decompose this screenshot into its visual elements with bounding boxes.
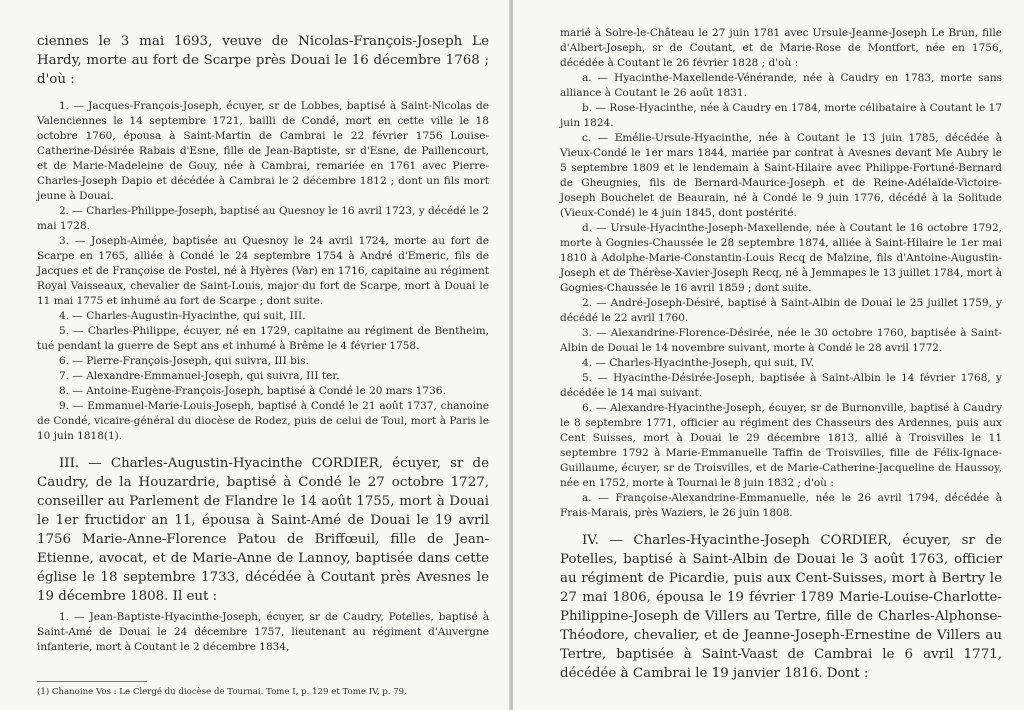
- list-item: 2. — Charles-Philippe-Joseph, baptisé au Quesnoy le 16 avril 1723, y décédé le 2 mai 1728.: [37, 205, 489, 232]
- section-iii-paragraph: III. — Charles-Augustin-Hyacinthe CORDIER, écuyer, sr de Caudry, de la Houzardrie, baptisé à Condé le 27 octobre 1727, conseiller au Parlement de Flandre le 14 août 1755, mort à Douai le 1er fructidor an 11, épousa à Saint-Amé de Douai le 19 avril 1756 Marie-Anne-Florence Patou de Briffœuil, fille de Jean-Etienne, avocat, et de Marie-Anne de Lannoy, baptisée dans cette église le 18 septembre 1733, décédée à Coutant près Avesnes le 19 décembre 1808. Il eut :: [37, 456, 489, 604]
- right-page: [513, 0, 1024, 710]
- list-item: 5. — Hyacinthe-Désirée-Joseph, baptisée à Saint-Albin le 14 février 1768, y décédée le 14 mai suivant.: [560, 372, 1002, 399]
- list-item: 2. — André-Joseph-Désiré, baptisé à Saint-Albin de Douai le 25 juillet 1759, y décédé le 22 avril 1760.: [560, 297, 1002, 324]
- left-page: [0, 0, 511, 710]
- list-item: 4. — Charles-Hyacinthe-Joseph, qui suit, IV.: [582, 357, 814, 369]
- list-item: c. — Emélie-Ursule-Hyacinthe, née à Coutant le 13 juin 1785, décédée à Vieux-Condé le 1er mars 1844, mariée par contrat à Avesnes devant Me Aubry le 5 septembre 1809 et le lendemain à Saint-Hilaire avec Philippe-Fortuné-Bernard de Gheugnies, fils de Bernard-Maurice-Joseph et de Reine-Adélaïde-Victoire-Joseph Bouchelet de Beaurain, né à Condé le 9 juin 1776, décédé à la Solitude (Vieux-Condé) le 4 juin 1845, dont postérité.: [560, 132, 1002, 219]
- list-item: a. — Françoise-Alexandrine-Emmanuelle, née le 26 avril 1794, décédée à Frais-Marais, près Waziers, le 26 juin 1808.: [560, 492, 1002, 519]
- list-item: b. — Rose-Hyacinthe, née à Caudry en 1784, morte célibataire à Coutant le 17 juin 1824.: [560, 102, 1002, 129]
- sub-items-list: [560, 71, 1002, 296]
- footnote: (1) Chanoine Vos : Le Clergé du diocèse de Tournai. Tome I, p. 129 et Tome IV, p. 79.: [37, 687, 407, 697]
- footnote-divider: [37, 681, 147, 682]
- list-item: 6. — Alexandre-Hyacinthe-Joseph, écuyer, sr de Burnonville, baptisé à Caudry le 8 septembre 1771, officier au régiment des Chasseurs des Ardennes, puis aux Cent Suisses, mort à Douai le 29 décembre 1813, allié à Troisvilles le 11 septembre 1792 à Marie-Emmanuelle Taffin de Troisvilles, fille de Félix-Ignace-Guillaume, écuyer, sr de Troisvilles, et de Marie-Catherine-Jacqueline de Haussoy, née en 1752, morte à Tournai le 8 juin 1832 ; d'où :: [560, 402, 1002, 489]
- list-item: 6. — Pierre-François-Joseph, qui suivra, III bis.: [59, 355, 309, 367]
- list-item: 9. — Emmanuel-Marie-Louis-Joseph, baptisé à Condé le 21 août 1737, chanoine de Condé, vicaire-général du diocèse de Rodez, puis de celui de Toul, mort à Paris le 10 juin 1818(1).: [37, 400, 489, 442]
- right-continuation-paragraph: marié à Solre-le-Château le 27 juin 1781 avec Ursule-Jeanne-Joseph Le Brun, fille d'Albert-Joseph, sr de Coutant, et de Marie-Rose de Montfort, née en 1756, décédée à Coutant le 26 février 1828 ; d'où :: [560, 27, 1002, 69]
- children-list: [37, 99, 489, 444]
- list-item: 4. — Charles-Augustin-Hyacinthe, qui suit, III.: [59, 310, 306, 322]
- list-item: 5. — Charles-Philippe, écuyer, né en 1729, capitaine au régiment de Bentheim, tué pendant la guerre de Sept ans et inhumé à Brême le 4 février 1758.: [37, 325, 489, 352]
- list-item: 3. — Alexandrine-Florence-Désirée, née le 30 octobre 1760, baptisée à Saint-Albin de Douai le 14 novembre suivant, morte à Condé le 28 avril 1772.: [560, 327, 1002, 354]
- list-item: a. — Hyacinthe-Maxellende-Vénérande, née à Caudry en 1783, morte sans alliance à Coutant le 26 août 1831.: [560, 72, 1002, 99]
- list-item: 1. — Jacques-François-Joseph, écuyer, sr de Lobbes, baptisé à Saint-Nicolas de Valenciennes le 14 septembre 1721, bailli de Condé, mort en cette ville le 18 octobre 1760, épousa à Saint-Martin de Cambrai le 22 février 1756 Louise-Catherine-Désirée Rabais d'Esne, fille de Jean-Baptiste, sr d'Esne, de Paillencourt, et de Marie-Madeleine de Gouy, née à Cambrai, remariée en 1761 avec Pierre-Charles-Joseph Dapio et décédée à Cambrai le 2 décembre 1812 ; dont un fils mort jeune à Douai.: [37, 100, 489, 202]
- list-item: d. — Ursule-Hyacinthe-Joseph-Maxellende, née à Coutant le 16 octobre 1792, morte à Gognies-Chaussée le 28 septembre 1874, alliée à Saint-Hilaire le 1er mai 1810 à Adolphe-Marie-Constantin-Louis Recq de Malzine, fils d'Antoine-Augustin-Joseph et de Thérèse-Xavier-Joseph Recq, né à Jemmapes le 13 juillet 1784, mort à Gognies-Chaussée le 16 avril 1859 ; dont suite.: [560, 222, 1002, 294]
- section-iii-child-1: 1. — Jean-Baptiste-Hyacinthe-Joseph, écuyer, sr de Caudry, Potelles, baptisé à Saint-Amé de Douai le 24 décembre 1757, lieutenant au régiment d'Auvergne infanterie, mort à Coutant le 2 décembre 1834,: [37, 611, 489, 653]
- list-item: 3. — Joseph-Aimée, baptisée au Quesnoy le 24 avril 1724, morte au fort de Scarpe en 1765, alliée à Condé le 24 septembre 1754 à André d'Emeric, fils de Jacques et de Françoise de Postel, né à Hyères (Var) en 1716, capitaine au régiment Royal Vaisseaux, chevalier de Saint-Louis, major du fort de Scarpe, mort à Douai le 11 mai 1775 et inhumé au fort de Scarpe ; dont suite.: [37, 235, 489, 307]
- section-iv-paragraph: IV. — Charles-Hyacinthe-Joseph CORDIER, écuyer, sr de Potelles, baptisé à Saint-Albin de Douai le 3 août 1763, officier au régiment de Picardie, puis aux Cent-Suisses, mort à Bertry le 27 mai 1806, épousa le 19 février 1789 Marie-Louise-Charlotte-Philippine-Joseph de Villers au Tertre, fille de Charles-Alphonse-Théodore, chevalier, et de Jeanne-Joseph-Ernestine de Villers au Tertre, baptisée à Saint-Vaast de Cambrai le 6 avril 1771, décédée à Cambrai le 19 janvier 1816. Dont :: [560, 533, 1002, 681]
- list-item: 7. — Alexandre-Emmanuel-Joseph, qui suivra, III ter.: [59, 370, 340, 382]
- left-intro-paragraph: ciennes le 3 mai 1693, veuve de Nicolas-François-Joseph Le Hardy, morte au fort de Scarpe près Douai le 16 décembre 1768 ; d'où :: [37, 34, 489, 87]
- list-item: 8. — Antoine-Eugène-François-Joseph, baptisé à Condé le 20 mars 1736.: [59, 385, 446, 397]
- numbered-items-list: [560, 296, 1002, 491]
